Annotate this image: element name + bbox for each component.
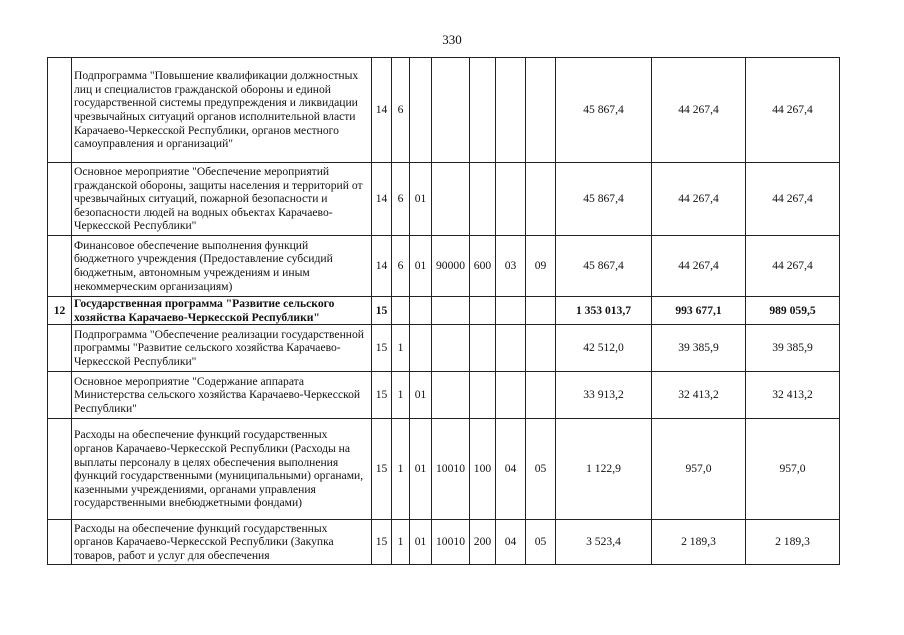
sum-year-3: 39 385,9 — [746, 325, 840, 372]
code-direction — [432, 372, 470, 419]
code-subprogram: 1 — [392, 520, 410, 565]
row-name: Государственная программа "Развитие сельского хозяйства Карачаево-Черкесской Республики" — [72, 297, 372, 325]
row-number — [48, 236, 72, 297]
code-subsection: 09 — [526, 236, 556, 297]
code-direction: 10010 — [432, 520, 470, 565]
sum-year-2: 39 385,9 — [652, 325, 746, 372]
code-program: 14 — [372, 236, 392, 297]
sum-year-2: 32 413,2 — [652, 372, 746, 419]
code-program: 15 — [372, 325, 392, 372]
code-section — [496, 58, 526, 163]
code-section: 03 — [496, 236, 526, 297]
row-name: Подпрограмма "Обеспечение реализации государственной программы "Развитие сельского хозяйства Карачаево-Черкесской Республики" — [72, 325, 372, 372]
code-subprogram: 1 — [392, 325, 410, 372]
sum-year-2: 44 267,4 — [652, 58, 746, 163]
code-subprogram: 6 — [392, 236, 410, 297]
code-expense-type — [470, 163, 496, 236]
code-expense-type — [470, 372, 496, 419]
table-row — [48, 297, 840, 325]
sum-year-3: 2 189,3 — [746, 520, 840, 565]
row-name: Основное мероприятие "Обеспечение мероприятий гражданской обороны, защиты населения и территорий от чрезвычайных ситуаций, пожарной безопасности и безопасности людей на водных объектах Карачаево-Черкесской Республики" — [72, 163, 372, 236]
code-subsection — [526, 372, 556, 419]
budget-table — [47, 57, 840, 565]
code-subprogram: 6 — [392, 163, 410, 236]
sum-year-1: 1 353 013,7 — [556, 297, 652, 325]
table-row — [48, 372, 840, 419]
code-measure — [410, 297, 432, 325]
code-expense-type — [470, 325, 496, 372]
row-name: Финансовое обеспечение выполнения функций бюджетного учреждения (Предоставление субсидий бюджетным, автономным учреждениям и иным некоммерческим организациям) — [72, 236, 372, 297]
row-number — [48, 520, 72, 565]
row-number — [48, 325, 72, 372]
table-row — [48, 163, 840, 236]
code-expense-type: 600 — [470, 236, 496, 297]
code-direction — [432, 163, 470, 236]
sum-year-3: 32 413,2 — [746, 372, 840, 419]
row-name: Подпрограмма "Повышение квалификации должностных лиц и специалистов гражданской обороны и единой государственной системы предупреждения и ликвидации чрезвычайных ситуаций органов исполнительной власти Карачаево-Черкесской Республики, органов местного самоуправления и организаций" — [72, 58, 372, 163]
page-number: 330 — [442, 32, 462, 47]
code-program: 14 — [372, 58, 392, 163]
code-program: 15 — [372, 297, 392, 325]
code-subsection — [526, 163, 556, 236]
table-row — [48, 236, 840, 297]
sum-year-1: 42 512,0 — [556, 325, 652, 372]
sum-year-2: 44 267,4 — [652, 163, 746, 236]
row-number — [48, 163, 72, 236]
code-measure: 01 — [410, 419, 432, 520]
row-number — [48, 419, 72, 520]
code-subprogram — [392, 297, 410, 325]
code-expense-type: 100 — [470, 419, 496, 520]
code-direction: 90000 — [432, 236, 470, 297]
code-program: 15 — [372, 419, 392, 520]
code-subprogram: 6 — [392, 58, 410, 163]
code-expense-type — [470, 297, 496, 325]
code-subsection — [526, 58, 556, 163]
code-section — [496, 372, 526, 419]
sum-year-2: 2 189,3 — [652, 520, 746, 565]
code-expense-type — [470, 58, 496, 163]
sum-year-3: 44 267,4 — [746, 163, 840, 236]
row-number — [48, 372, 72, 419]
sum-year-1: 3 523,4 — [556, 520, 652, 565]
code-section — [496, 325, 526, 372]
code-subsection — [526, 297, 556, 325]
sum-year-1: 1 122,9 — [556, 419, 652, 520]
code-measure — [410, 58, 432, 163]
code-direction — [432, 297, 470, 325]
sum-year-1: 45 867,4 — [556, 163, 652, 236]
table-row — [48, 58, 840, 163]
code-expense-type: 200 — [470, 520, 496, 565]
code-section: 04 — [496, 419, 526, 520]
code-measure — [410, 325, 432, 372]
sum-year-2: 44 267,4 — [652, 236, 746, 297]
table-row — [48, 419, 840, 520]
code-section — [496, 297, 526, 325]
row-name: Расходы на обеспечение функций государственных органов Карачаево-Черкесской Республики (Закупка товаров, работ и услуг для обеспечения — [72, 520, 372, 565]
code-measure: 01 — [410, 236, 432, 297]
row-name: Расходы на обеспечение функций государственных органов Карачаево-Черкесской Республики (Расходы на выплаты персоналу в целях обеспечения выполнения функций государственными (муниципальными) органами, казенными учреждениями, органами управления государственными внебюджетными фондами) — [72, 419, 372, 520]
code-subsection: 05 — [526, 520, 556, 565]
sum-year-3: 989 059,5 — [746, 297, 840, 325]
code-subprogram: 1 — [392, 419, 410, 520]
code-measure: 01 — [410, 372, 432, 419]
code-section — [496, 163, 526, 236]
table-row — [48, 325, 840, 372]
row-number: 12 — [48, 297, 72, 325]
sum-year-2: 957,0 — [652, 419, 746, 520]
sum-year-1: 45 867,4 — [556, 236, 652, 297]
sum-year-3: 44 267,4 — [746, 236, 840, 297]
sum-year-2: 993 677,1 — [652, 297, 746, 325]
row-number — [48, 58, 72, 163]
code-direction — [432, 58, 470, 163]
table-row — [48, 520, 840, 565]
code-program: 15 — [372, 520, 392, 565]
code-section: 04 — [496, 520, 526, 565]
row-name: Основное мероприятие "Содержание аппарата Министерства сельского хозяйства Карачаево-Черкесской Республики" — [72, 372, 372, 419]
code-measure: 01 — [410, 163, 432, 236]
code-subsection — [526, 325, 556, 372]
sum-year-3: 957,0 — [746, 419, 840, 520]
code-measure: 01 — [410, 520, 432, 565]
code-subprogram: 1 — [392, 372, 410, 419]
sum-year-1: 33 913,2 — [556, 372, 652, 419]
sum-year-3: 44 267,4 — [746, 58, 840, 163]
code-subsection: 05 — [526, 419, 556, 520]
sum-year-1: 45 867,4 — [556, 58, 652, 163]
code-direction: 10010 — [432, 419, 470, 520]
code-direction — [432, 325, 470, 372]
code-program: 14 — [372, 163, 392, 236]
code-program: 15 — [372, 372, 392, 419]
